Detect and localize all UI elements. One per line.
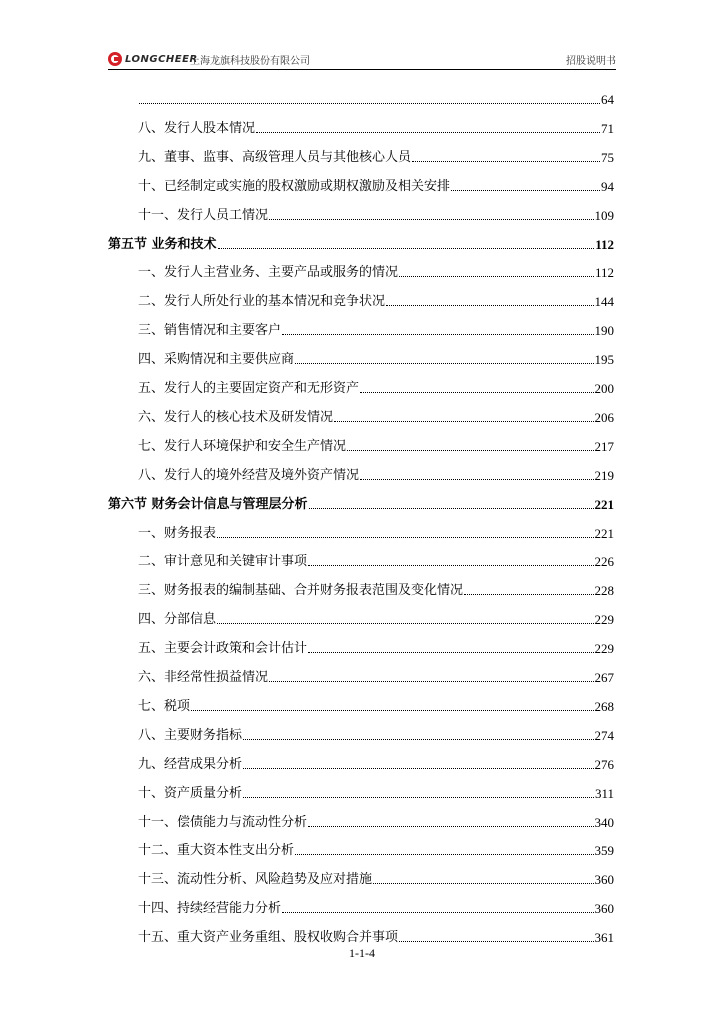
toc-leader-dots: [308, 652, 593, 653]
toc-entry: [108, 113, 614, 137]
toc-entry: [108, 835, 614, 859]
toc-entry-page: 190: [594, 323, 614, 339]
toc-entry-label: 八、发行人的境外经营及境外资产情况: [138, 467, 360, 483]
toc-leader-dots: [256, 132, 600, 133]
company-logo: [108, 52, 198, 66]
toc-entry: [108, 142, 614, 166]
toc-entry: [108, 200, 614, 224]
toc-leader-dots: [218, 248, 595, 249]
toc-leader-dots: [360, 392, 593, 393]
toc-entry-page: 361: [594, 930, 614, 946]
toc-entry: [108, 257, 614, 281]
toc-entry-page: 268: [594, 698, 614, 714]
toc-leader-dots: [386, 305, 593, 306]
toc-entry-page: 229: [594, 612, 614, 628]
toc-leader-dots: [139, 103, 600, 104]
toc-entry-label: 第六节 财务会计信息与管理层分析: [108, 496, 308, 512]
toc-entry: [108, 893, 614, 917]
toc-leader-dots: [451, 190, 600, 191]
toc-leader-dots: [269, 681, 593, 682]
toc-leader-dots: [309, 508, 594, 509]
toc-entry-page: 219: [594, 467, 614, 483]
toc-entry-label: 一、发行人主营业务、主要产品或服务的情况: [138, 265, 399, 281]
toc-entry-page: 75: [601, 149, 614, 165]
toc-entry: [108, 431, 614, 455]
toc-entry: [108, 922, 614, 946]
toc-entry-page: 226: [594, 554, 614, 570]
toc-entry-page: 311: [594, 785, 614, 801]
toc-leader-dots: [347, 450, 593, 451]
toc-leader-dots: [334, 421, 593, 422]
toc-entry: [108, 344, 614, 368]
toc-entry-label: 七、税项: [138, 698, 191, 714]
toc-entry-page: 206: [594, 409, 614, 425]
toc-entry: [108, 662, 614, 686]
toc-entry-label: 一、财务报表: [138, 525, 217, 541]
toc-entry-page: 221: [594, 525, 614, 541]
toc-entry: [108, 84, 614, 108]
toc-section-entry: [108, 229, 614, 253]
logo-text: LONGCHEER: [125, 53, 198, 65]
toc-entry-page: 359: [594, 843, 614, 859]
toc-leader-dots: [373, 883, 593, 884]
toc-entry-page: 109: [594, 207, 614, 223]
toc-entry-label: 六、非经常性损益情况: [138, 670, 269, 685]
toc-entry: [108, 720, 614, 744]
toc-entry: [108, 807, 614, 831]
toc-leader-dots: [399, 941, 593, 942]
toc-leader-dots: [243, 768, 593, 769]
toc-entry: [108, 546, 614, 570]
toc-entry-label: 十三、流动性分析、风险趋势及应对措施: [138, 872, 373, 888]
toc-entry-page: 144: [594, 294, 614, 310]
toc-entry-page: 229: [594, 641, 614, 657]
toc-entry: [108, 864, 614, 888]
toc-entry-label: 九、董事、监事、高级管理人员与其他核心人员: [138, 149, 412, 165]
toc-entry-label: 第五节 业务和技术: [108, 236, 217, 252]
toc-entry-page: 195: [594, 352, 614, 368]
toc-entry: [108, 691, 614, 715]
toc-entry-page: 71: [601, 120, 614, 136]
toc-entry: [108, 315, 614, 339]
page-header: [108, 48, 616, 70]
toc-entry-label: 十四、持续经营能力分析: [138, 901, 282, 917]
toc-entry-page: 200: [594, 381, 614, 396]
toc-entry: [108, 778, 614, 802]
toc-entry-page: 340: [594, 814, 614, 830]
longcheer-logo-icon: [108, 52, 122, 66]
toc-leader-dots: [282, 912, 593, 913]
toc-leader-dots: [243, 739, 593, 740]
toc-leader-dots: [360, 479, 593, 480]
toc-entry: [108, 286, 614, 310]
toc-entry-label: 二、审计意见和关键审计事项: [138, 554, 308, 570]
toc-leader-dots: [399, 276, 594, 277]
toc-entry-page: 64: [601, 92, 614, 107]
toc-entry-label: 十二、重大资本性支出分析: [138, 843, 295, 859]
toc-entry-page: 274: [594, 727, 614, 743]
toc-leader-dots: [412, 161, 600, 162]
toc-entry-page: 276: [594, 756, 614, 772]
header-divider: [108, 69, 616, 70]
toc-entry-page: 228: [594, 583, 614, 599]
toc-section-entry: [108, 489, 614, 513]
toc-entry: [108, 373, 614, 397]
toc-leader-dots: [243, 797, 594, 798]
company-name: 上海龙旗科技股份有限公司: [190, 56, 310, 67]
toc-entry: [108, 749, 614, 773]
toc-leader-dots: [295, 854, 593, 855]
toc-leader-dots: [308, 826, 593, 827]
toc-entry-page: 112: [595, 236, 614, 252]
toc-entry-label: 五、主要会计政策和会计估计: [138, 641, 308, 657]
toc-entry: [108, 171, 614, 195]
document-title: 招股说明书: [566, 56, 616, 67]
toc-entry-label: 九、经营成果分析: [138, 756, 243, 772]
toc-entry: [108, 518, 614, 542]
toc-leader-dots: [282, 334, 593, 335]
toc-leader-dots: [308, 565, 593, 566]
toc-entry-page: 112: [594, 265, 614, 281]
toc-entry-label: 五、发行人的主要固定资产和无形资产: [138, 381, 360, 396]
toc-entry-label: 四、采购情况和主要供应商: [138, 352, 295, 368]
toc-entry-label: 八、主要财务指标: [138, 727, 243, 743]
toc-leader-dots: [217, 623, 593, 624]
toc-entry: [108, 460, 614, 484]
toc-entry-label: 十一、偿债能力与流动性分析: [138, 814, 308, 830]
toc-entry-label: 十五、重大资产业务重组、股权收购合并事项: [138, 930, 399, 946]
toc-entry-label: 六、发行人的核心技术及研发情况: [138, 409, 334, 425]
toc-leader-dots: [191, 710, 593, 711]
page-number: 1-1-4: [349, 946, 375, 960]
toc-leader-dots: [464, 594, 593, 595]
toc-entry-label: 十一、发行人员工情况: [138, 207, 269, 223]
toc-leader-dots: [217, 537, 593, 538]
toc-leader-dots: [269, 219, 593, 220]
toc-entry-page: 217: [594, 438, 614, 454]
toc-entry-page: 94: [601, 178, 614, 194]
toc-entry: [108, 575, 614, 599]
toc-entry-label: 三、销售情况和主要客户: [138, 323, 282, 339]
toc-entry-label: 八、发行人股本情况: [138, 120, 256, 136]
toc-entry-page: 360: [594, 901, 614, 917]
toc-leader-dots: [295, 363, 593, 364]
toc-entry-page: 267: [594, 670, 614, 685]
toc-entry-label: 七、发行人环境保护和安全生产情况: [138, 438, 347, 454]
toc-entry-label: 二、发行人所处行业的基本情况和竞争状况: [138, 294, 386, 310]
toc-entry-page: 360: [594, 872, 614, 888]
toc-entry: [108, 402, 614, 426]
toc-entry-label: 三、财务报表的编制基础、合并财务报表范围及变化情况: [138, 583, 464, 599]
toc-entry: [108, 633, 614, 657]
toc-entry-label: 十、已经制定或实施的股权激励或期权激励及相关安排: [138, 178, 451, 194]
toc-entry-page: 221: [594, 496, 614, 512]
toc-entry-label: 四、分部信息: [138, 612, 217, 628]
toc-entry: [108, 604, 614, 628]
toc-entry-label: 十、资产质量分析: [138, 785, 243, 801]
